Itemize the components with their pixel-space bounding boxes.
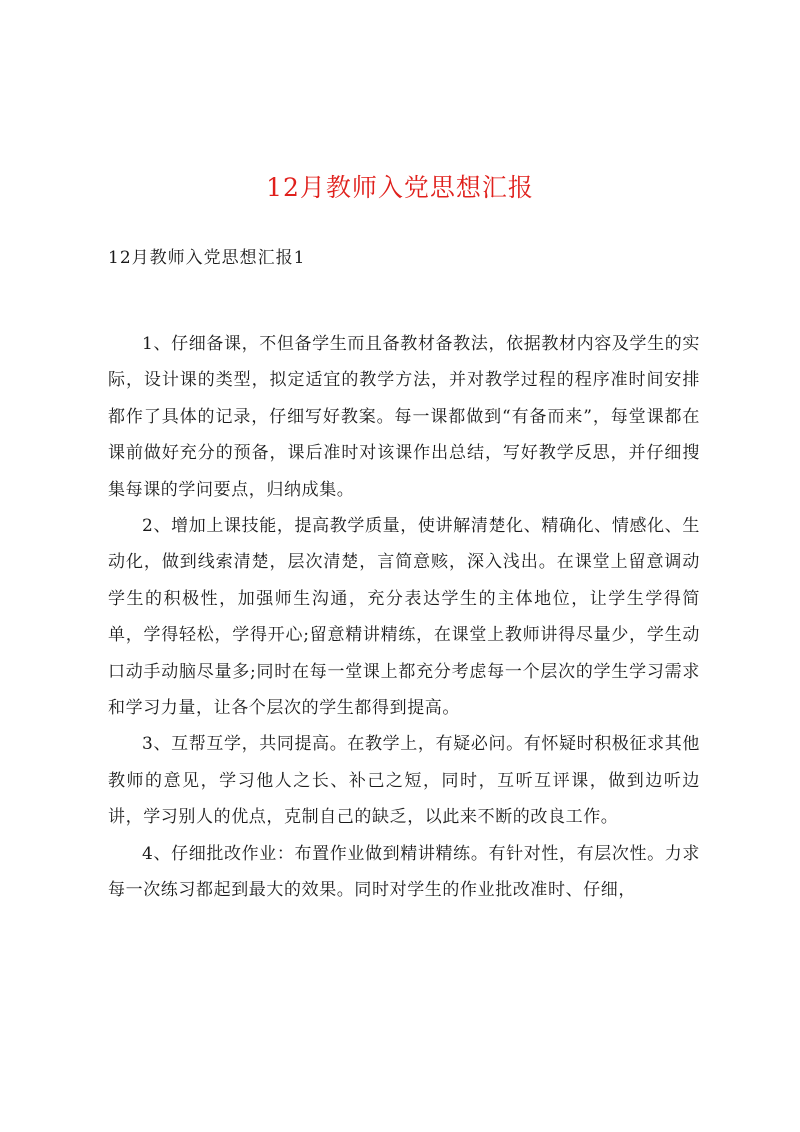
document-title: 12月教师入党思想汇报 xyxy=(266,173,534,202)
section-heading: 12月教师入党思想汇报1 xyxy=(108,248,306,268)
paragraph-3: 3、互帮互学，共同提高。在教学上，有疑必问。有怀疑时积极征求其他教师的意见，学习他人之长、补己之短，同时，互听互评课，做到边听边讲，学习别人的优点，克制自己的缺乏，以此来不断的改良工作。 xyxy=(108,734,700,828)
paragraph-2: 2、增加上课技能，提高教学质量，使讲解清楚化、精确化、情感化、生动化，做到线索清楚，层次清楚，言简意赅，深入浅出。在课堂上留意调动学生的积极性，加强师生沟通，充分表达学生的主体地位，让学生学得简单，学得轻松，学得开心;留意精讲精练，在课堂上教师讲得尽量少，学生动口动手动脑尽量多;同时在每一堂课上都充分考虑每一个层次的学生学习需求和学习力量，让各个层次的学生都得到提高。 xyxy=(108,516,700,719)
paragraph-1: 1、仔细备课，不但备学生而且备教材备教法，依据教材内容及学生的实际，设计课的类型，拟定适宜的教学方法，并对教学过程的程序准时间安排都作了具体的记录，仔细写好教案。每一课都做到“有备而来”，每堂课都在课前做好充分的预备，课后准时对该课作出总结，写好教学反思，并仔细搜集每课的学问要点，归纳成集。 xyxy=(108,334,700,500)
document-body xyxy=(108,326,700,909)
paragraph-4: 4、仔细批改作业：布置作业做到精讲精练。有针对性，有层次性。力求每一次练习都起到最大的效果。同时对学生的作业批改准时、仔细， xyxy=(108,843,700,901)
